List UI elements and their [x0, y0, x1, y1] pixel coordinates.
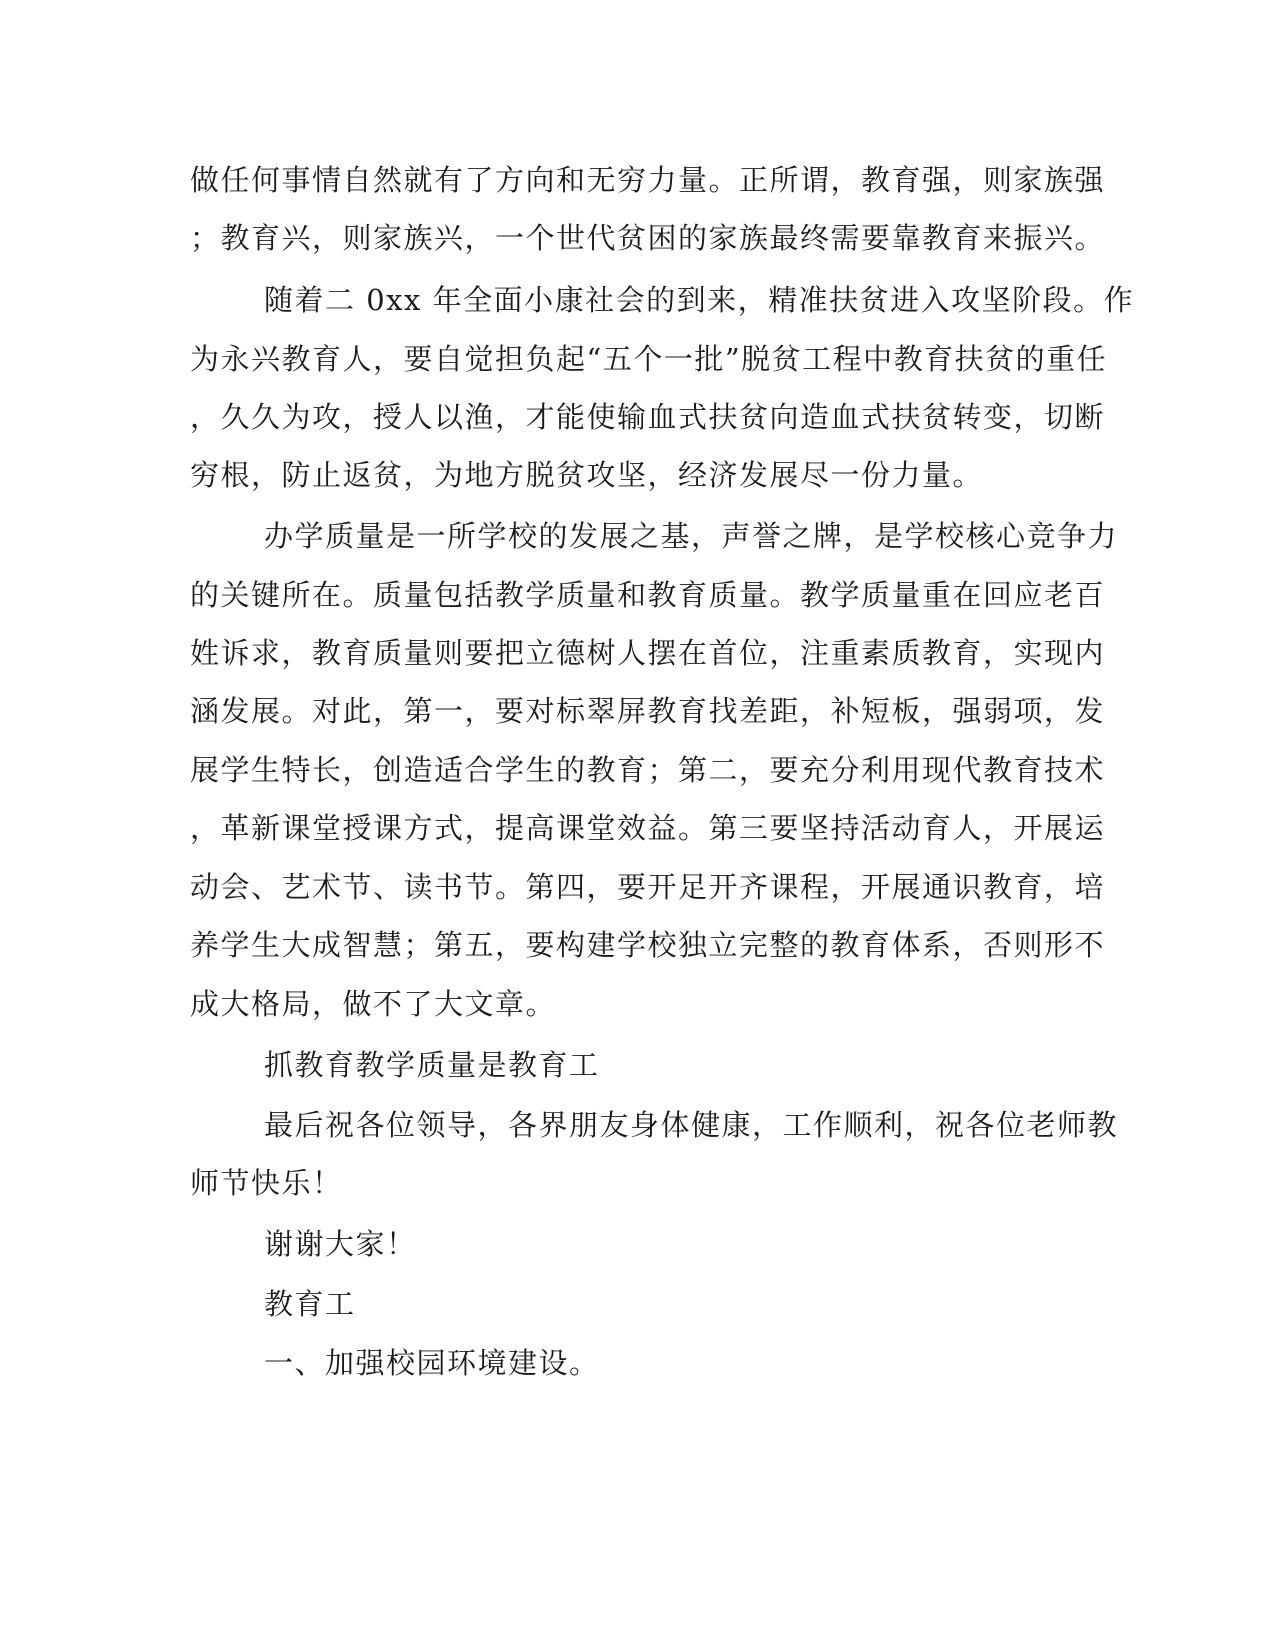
text-line: ，久久为攻，授人以渔，才能使输血式扶贫向造血式扶贫转变，切断: [190, 400, 1106, 434]
paragraph-first-line: 最后祝各位领导，各界朋友身体健康，工作顺利，祝各位老师教: [264, 1108, 1119, 1142]
paragraph-first-line: 教育工: [264, 1287, 356, 1321]
text-line: 动会、艺术节、读书节。第四，要开足开齐课程，开展通识教育，培: [190, 870, 1106, 904]
paragraph-first-line: 抓教育教学质量是教育工: [264, 1048, 600, 1082]
text-line: 为永兴教育人，要自觉担负起“五个一批”脱贫工程中教育扶贫的重任: [190, 342, 1108, 376]
paragraph-first-line: 办学质量是一所学校的发展之基，声誉之牌，是学校核心竞争力: [264, 519, 1119, 553]
text-line: 养学生大成智慧；第五，要构建学校独立完整的教育体系，否则形不: [190, 928, 1106, 962]
text-line: 涵发展。对此，第一，要对标翠屏教育找差距，补短板，强弱项，发: [190, 694, 1106, 728]
text-line: 展学生特长，创造适合学生的教育；第二，要充分利用现代教育技术: [190, 753, 1106, 787]
text-line: 成大格局，做不了大文章。: [190, 987, 557, 1021]
text-line: 做任何事情自然就有了方向和无穷力量。正所谓，教育强，则家族强: [190, 163, 1106, 197]
text-line: 师节快乐！: [190, 1166, 343, 1200]
text-line: ，革新课堂授课方式，提高课堂效益。第三要坚持活动育人，开展运: [190, 811, 1106, 845]
paragraph-first-line: 谢谢大家！: [264, 1227, 417, 1261]
text-line: 姓诉求，教育质量则要把立德树人摆在首位，注重素质教育，实现内: [190, 636, 1106, 670]
paragraph-first-line: 随着二 0xx 年全面小康社会的到来，精准扶贫进入攻坚阶段。作: [264, 283, 1135, 317]
text-line: 的关键所在。质量包括教学质量和教育质量。教学质量重在回应老百: [190, 578, 1106, 612]
paragraph-first-line: 一、加强校园环境建设。: [264, 1346, 600, 1380]
text-line: ；教育兴，则家族兴，一个世代贫困的家族最终需要靠教育来振兴。: [190, 221, 1106, 255]
text-line: 穷根，防止返贫，为地方脱贫攻坚，经济发展尽一份力量。: [190, 458, 984, 492]
